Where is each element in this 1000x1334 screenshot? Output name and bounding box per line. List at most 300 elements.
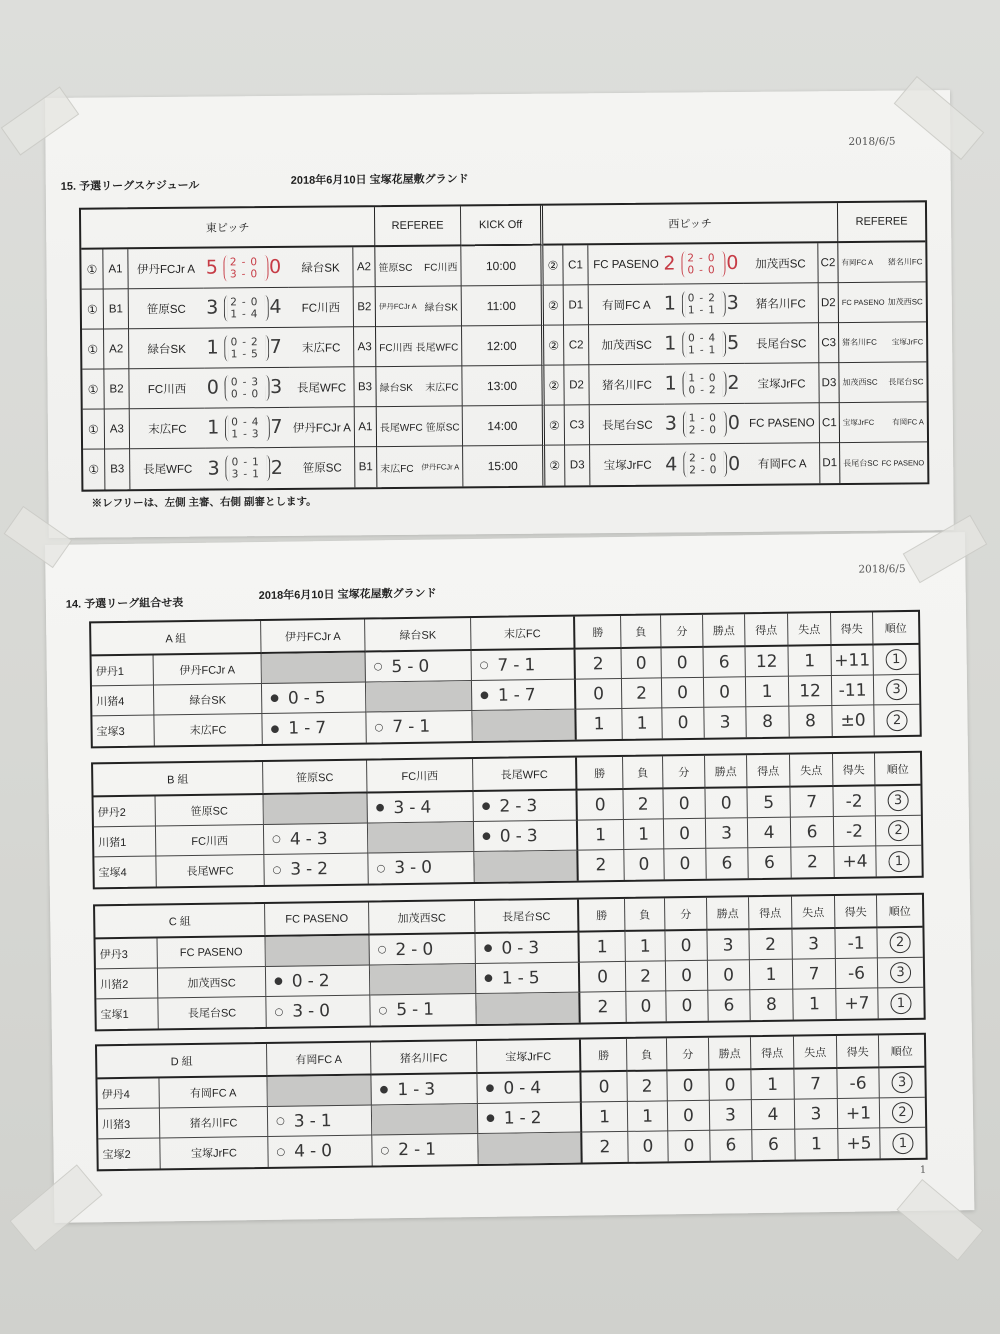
away-slot-code: B1 <box>355 447 377 487</box>
rank-cell <box>876 816 921 847</box>
group-label: C 組 <box>95 904 265 939</box>
open-paren-stroke <box>683 411 687 437</box>
result-mark: ○ <box>272 864 282 876</box>
second-half-score: 1-1 <box>687 303 721 316</box>
header-points: 勝点 <box>705 755 747 789</box>
result-mark: ○ <box>377 944 387 956</box>
result-mark: ○ <box>373 661 383 673</box>
referee-main: 猪名川FC <box>842 337 877 348</box>
self-match-cell <box>267 1075 371 1106</box>
header-points: 勝点 <box>709 1037 751 1071</box>
referee-sub: 笹原SC <box>425 422 460 434</box>
team-name: FC川西 <box>156 825 264 857</box>
header-goal-difference: 得失 <box>835 895 877 929</box>
away-team: 長尾WFC <box>289 367 354 408</box>
result-score: 5-1 <box>396 999 440 1021</box>
header-draws: 分 <box>667 1038 709 1072</box>
match-result-cell <box>371 1074 477 1105</box>
header-losses: 負 <box>627 1038 667 1072</box>
result-mark: ○ <box>376 862 386 874</box>
stat-wins: 0 <box>577 790 623 821</box>
result-score: 3-0 <box>394 857 438 879</box>
match-result-cell <box>370 994 476 1025</box>
match-result-cell <box>475 933 579 964</box>
stat-losses: 0 <box>628 1131 668 1162</box>
stat-goal-difference: ±0 <box>832 705 874 736</box>
header-goal-difference: 得失 <box>831 612 873 646</box>
kickoff-header: KICK Off <box>461 206 543 247</box>
stat-goal-difference: -11 <box>832 675 874 706</box>
header-draws: 分 <box>665 898 707 932</box>
stat-draws: 0 <box>664 849 706 880</box>
open-paren-stroke <box>226 455 230 481</box>
stat-wins: 0 <box>580 962 626 993</box>
second-half-score: 2-0 <box>688 423 722 436</box>
home-slot-code: B3 <box>105 449 130 489</box>
result-mark: ○ <box>272 833 281 845</box>
result-mark: ● <box>375 802 385 814</box>
away-team: 笹原SC <box>290 447 355 488</box>
event-date-venue: 2018年6月10日 宝塚花屋敷グランド <box>258 587 437 603</box>
away-team: 加茂西SC <box>743 243 818 284</box>
first-half-score: 1-0 <box>688 371 721 384</box>
match-result-cell <box>264 824 368 855</box>
away-team: 緑台SK <box>288 247 353 288</box>
home-team: 長尾WFC <box>143 463 193 477</box>
self-match-cell <box>262 653 366 684</box>
standings-sheet <box>45 532 974 1223</box>
rank-circle: 3 <box>888 790 909 811</box>
result-score: 1-3 <box>397 1079 441 1100</box>
away-team: FC川西 <box>289 287 354 328</box>
match-result-cell <box>266 966 370 997</box>
half-scores <box>230 296 262 320</box>
second-half-score: 0-2 <box>688 383 721 396</box>
group-label: A 組 <box>91 621 261 656</box>
result-total-away: 4 <box>269 295 287 319</box>
result-total-away: 7 <box>269 335 287 359</box>
match-result <box>205 448 290 489</box>
stat-goal-difference: -6 <box>836 958 878 989</box>
stat-points: 3 <box>706 818 748 849</box>
result-mark: ● <box>481 800 491 812</box>
stat-points: 3 <box>707 930 749 961</box>
result-score: 7-1 <box>392 716 436 738</box>
header-goals-for: 得点 <box>747 755 790 789</box>
home-team: 笹原SC <box>129 289 204 330</box>
rank-circle: 2 <box>889 932 910 953</box>
home-slot-code: C3 <box>565 405 590 445</box>
home-slot-code: D3 <box>565 445 590 485</box>
open-paren-stroke <box>682 331 686 357</box>
rank-cell <box>873 645 918 676</box>
rank-circle: 2 <box>888 820 909 841</box>
event-date-venue: 2018年6月10日 宝塚花屋敷グランド <box>290 173 469 187</box>
self-match-cell <box>265 936 369 967</box>
team-name: 加茂西SC <box>158 967 266 999</box>
away-team: FC PASENO <box>745 403 820 444</box>
match-result-cell <box>478 1103 582 1134</box>
result-score: 0-2 <box>291 970 335 992</box>
header-goals-against: 失点 <box>790 754 833 788</box>
result-total-away: 5 <box>726 331 745 355</box>
sheet-title: 15. 予選リーグスケジュール <box>60 179 200 193</box>
stat-wins: 1 <box>578 820 624 851</box>
stat-goals-for: 4 <box>748 818 791 849</box>
opponent-header: FC PASENO <box>265 903 369 937</box>
home-slot-code: B1 <box>104 289 129 329</box>
result-mark: ○ <box>374 721 384 733</box>
stat-points: 3 <box>710 1100 752 1131</box>
open-paren-stroke <box>225 375 229 401</box>
header-goal-difference: 得失 <box>833 753 875 787</box>
match-result-cell <box>472 650 576 681</box>
seed-label: 宝塚1 <box>96 998 158 1029</box>
result-total-away: 3 <box>726 291 744 315</box>
group-a-table <box>89 610 922 749</box>
stat-goal-difference: +5 <box>838 1128 880 1159</box>
second-half-score: 3-0 <box>229 267 263 280</box>
away-slot-code: A3 <box>354 327 376 367</box>
result-mark: ○ <box>276 1146 286 1158</box>
match-result-cell <box>262 713 366 744</box>
seed-label: 川猪4 <box>92 685 154 716</box>
close-paren-stroke <box>723 451 727 477</box>
seed-label: 川猪3 <box>98 1108 160 1139</box>
east-pitch-number: ① <box>82 369 104 409</box>
stat-draws: 0 <box>664 819 706 850</box>
rank-cell <box>874 675 919 706</box>
east-pitch-number: ① <box>83 449 105 489</box>
team-name: 長尾台SC <box>158 997 266 1029</box>
result-score: 1-7 <box>497 684 541 706</box>
result-total-away: 2 <box>270 456 289 479</box>
second-half-score: 0-0 <box>230 387 264 400</box>
half-scores <box>231 336 263 360</box>
referee-main: 緑台SK <box>379 382 413 395</box>
stat-losses: 1 <box>624 819 664 850</box>
referee-pair <box>376 366 462 407</box>
first-half-score: 1-0 <box>688 411 721 424</box>
first-half-score: 0-3 <box>230 375 264 388</box>
second-half-score: 1-4 <box>230 307 263 320</box>
opponent-header: 笹原SC <box>263 761 367 795</box>
rank-circle: 1 <box>886 649 907 670</box>
stat-losses: 1 <box>625 931 665 962</box>
stat-goal-difference: +11 <box>831 645 873 676</box>
self-match-cell <box>476 993 580 1024</box>
kickoff-time: 10:00 <box>461 246 543 287</box>
open-paren-stroke <box>224 295 228 321</box>
away-slot-code: B3 <box>354 367 376 407</box>
stat-goals-against: 7 <box>793 959 836 990</box>
result-total-home: 1 <box>664 332 682 355</box>
stat-losses: 0 <box>622 648 662 679</box>
stat-points: 0 <box>705 788 747 819</box>
match-result <box>664 284 744 325</box>
stat-wins: 1 <box>576 709 622 740</box>
half-scores <box>688 332 720 356</box>
away-slot-code: D3 <box>819 363 839 403</box>
stat-goals-against: 1 <box>788 646 831 677</box>
stat-wins: 2 <box>582 1132 628 1163</box>
close-paren-stroke <box>265 415 269 441</box>
stat-goals-for: 2 <box>749 930 792 961</box>
stat-goal-difference: +7 <box>836 988 878 1019</box>
west-pitch-number: ② <box>544 285 564 325</box>
home-team: 加茂西SC <box>589 325 664 366</box>
result-mark: ● <box>379 1084 389 1096</box>
result-score: 3-0 <box>292 1000 336 1022</box>
stat-points: 0 <box>708 960 750 991</box>
stat-goal-difference: -6 <box>837 1068 879 1099</box>
stat-losses: 2 <box>623 789 663 820</box>
stat-losses: 0 <box>624 849 664 880</box>
match-result-cell <box>368 792 474 823</box>
result-score: 0-3 <box>499 825 543 847</box>
stat-goals-against: 7 <box>794 1069 837 1100</box>
match-result <box>204 368 289 409</box>
away-team: 猪名川FC <box>744 283 819 324</box>
close-paren-stroke <box>265 335 269 361</box>
stat-wins: 0 <box>576 679 622 710</box>
self-match-cell <box>478 1133 582 1164</box>
open-paren-stroke <box>224 335 228 361</box>
east-pitch-number: ① <box>83 409 105 449</box>
header-rank: 順位 <box>879 1035 924 1069</box>
away-slot-code: B2 <box>354 287 376 327</box>
rank-circle: 3 <box>891 1072 912 1093</box>
first-half-score: 2-0 <box>689 452 722 465</box>
result-total-home: 5 <box>205 256 224 279</box>
stat-goals-against: 8 <box>789 706 832 737</box>
second-half-score: 1-5 <box>230 347 263 360</box>
away-team: 有岡FC A <box>745 443 820 484</box>
stat-goals-for: 8 <box>746 707 789 738</box>
stat-wins: 1 <box>582 1102 628 1133</box>
east-pitch-number: ① <box>81 249 103 289</box>
west-pitch-number: ② <box>545 405 565 445</box>
result-total-away: 0 <box>727 411 745 435</box>
self-match-cell <box>472 710 576 741</box>
referee-main: 笹原SC <box>378 262 413 275</box>
stat-losses: 1 <box>622 708 662 739</box>
result-mark: ● <box>270 692 279 704</box>
match-result <box>204 288 289 329</box>
referee-sub: FC川西 <box>424 262 458 274</box>
result-score: 0-4 <box>503 1077 547 1099</box>
referee-sub: 猪名川FC <box>887 257 923 267</box>
stat-draws: 0 <box>666 961 708 992</box>
stat-points: 6 <box>703 647 745 678</box>
referee-pair <box>377 406 463 447</box>
away-slot-code: C2 <box>818 243 838 283</box>
result-total-away: 0 <box>728 452 746 475</box>
result-mark: ● <box>480 689 489 701</box>
result-mark: ○ <box>274 1006 284 1018</box>
stat-wins: 1 <box>579 932 625 963</box>
east-pitch-number: ① <box>82 329 104 369</box>
header-wins: 勝 <box>575 616 621 650</box>
half-scores <box>689 412 721 436</box>
home-slot-code: B2 <box>104 369 129 409</box>
result-mark: ● <box>484 972 493 984</box>
stat-goals-for: 12 <box>745 647 788 678</box>
stat-goals-against: 3 <box>792 929 835 960</box>
stat-goals-for: 6 <box>748 848 791 879</box>
second-half-score: 0-0 <box>687 263 720 276</box>
team-name: 宝塚JrFC <box>160 1137 268 1169</box>
stat-draws: 0 <box>667 1071 709 1102</box>
stat-points: 0 <box>704 677 746 708</box>
seed-label: 宝塚2 <box>98 1138 160 1169</box>
home-slot-code: D2 <box>564 365 589 405</box>
referee-main: 宝塚JrFC <box>842 417 875 428</box>
match-result-cell <box>474 821 578 852</box>
rank-circle: 3 <box>886 679 907 700</box>
referee-main: 加茂西SC <box>842 377 878 388</box>
stat-goal-difference: -2 <box>834 816 876 847</box>
seed-label: 宝塚4 <box>94 856 156 887</box>
home-slot-code: A1 <box>103 249 128 289</box>
close-paren-stroke <box>264 255 268 281</box>
result-total-away: 0 <box>726 251 744 275</box>
home-team: 宝塚JrFC <box>603 459 652 473</box>
self-match-cell <box>370 964 476 995</box>
stat-goals-for: 8 <box>750 990 793 1021</box>
half-scores <box>689 452 721 476</box>
west-pitch-number: ② <box>543 245 563 285</box>
match-result-cell <box>366 651 472 682</box>
stat-losses: 2 <box>626 961 666 992</box>
referee-main: FC川西 <box>379 342 413 355</box>
match-result-cell <box>368 852 474 883</box>
team-name: 伊丹FCJr A <box>154 654 262 686</box>
stat-draws: 0 <box>666 991 708 1022</box>
home-team: 猪名川FC <box>589 365 664 406</box>
schedule-sheet <box>45 90 954 538</box>
stat-goals-against: 6 <box>791 817 834 848</box>
referee-sub: 加茂西SC <box>887 297 923 307</box>
away-team: 末広FC <box>289 327 354 368</box>
away-slot-code: C3 <box>819 323 839 363</box>
result-mark: ● <box>485 1112 495 1124</box>
rank-circle: 1 <box>888 850 909 871</box>
first-half-score: 0-2 <box>687 291 720 304</box>
result-score: 2-0 <box>395 939 439 960</box>
result-total-home: 3 <box>207 456 225 480</box>
result-total-away: 3 <box>270 375 288 399</box>
group-b-table <box>91 751 924 890</box>
referee-sub: 伊丹FCJr A <box>421 461 460 472</box>
referee-sub: 長尾WFC <box>415 342 459 354</box>
east-pitch-number: ① <box>82 289 104 329</box>
seed-label: 川猪1 <box>94 826 156 857</box>
home-team: FC川西 <box>129 369 204 410</box>
result-total-home: 1 <box>663 292 682 315</box>
result-mark: ○ <box>378 1004 388 1016</box>
match-result-cell <box>477 1073 581 1104</box>
rank-cell <box>874 705 919 736</box>
away-slot-code: A2 <box>353 247 375 287</box>
page-number: 1 <box>919 1164 927 1176</box>
referee-sub: 宝塚JrFC <box>891 337 924 347</box>
match-result-cell <box>476 963 580 994</box>
referee-note: ※レフリーは、左側 主審、右側 副審とします。 <box>91 495 317 510</box>
stat-draws: 0 <box>662 708 704 739</box>
header-points: 勝点 <box>707 897 749 931</box>
close-paren-stroke <box>266 455 270 481</box>
result-mark: ● <box>270 723 280 735</box>
group-label: B 組 <box>93 762 263 797</box>
kickoff-time: 14:00 <box>463 406 545 447</box>
result-total-away: 2 <box>727 371 745 395</box>
result-score: 4-0 <box>294 1140 338 1162</box>
rank-cell <box>878 988 923 1019</box>
header-losses: 負 <box>621 615 661 649</box>
stat-wins: 0 <box>581 1072 627 1103</box>
result-mark: ● <box>485 1082 495 1094</box>
referee-pair <box>839 282 926 323</box>
referee-main: 伊丹FCJr A <box>378 301 417 312</box>
result-mark: ○ <box>479 659 489 671</box>
west-pitch-number: ② <box>545 445 565 485</box>
stat-draws: 0 <box>668 1131 710 1162</box>
west-pitch-number: ② <box>544 365 564 405</box>
rank-circle: 1 <box>890 992 911 1013</box>
stat-draws: 0 <box>662 678 704 709</box>
result-score: 3-4 <box>393 797 437 818</box>
match-result-cell <box>472 680 576 711</box>
first-half-score: 0-1 <box>231 456 264 469</box>
seed-label: 伊丹4 <box>97 1078 159 1109</box>
second-half-score: 1-1 <box>688 343 721 356</box>
away-slot-code: A1 <box>355 407 377 447</box>
header-goals-against: 失点 <box>794 1036 837 1070</box>
first-half-score: 2-0 <box>229 255 263 268</box>
self-match-cell <box>366 681 472 712</box>
close-paren-stroke <box>265 375 269 401</box>
opponent-header: 伊丹FCJr A <box>261 620 365 654</box>
stat-points: 0 <box>709 1070 751 1101</box>
stat-draws: 0 <box>663 789 705 820</box>
stat-losses: 2 <box>622 678 662 709</box>
result-mark: ● <box>274 975 283 987</box>
seed-label: 宝塚3 <box>92 715 154 746</box>
stat-goals-against: 3 <box>795 1099 838 1130</box>
stat-goals-for: 4 <box>752 1100 795 1131</box>
half-scores <box>687 252 719 276</box>
half-scores <box>231 376 263 400</box>
east-referee-header: REFEREE <box>375 206 461 247</box>
kickoff-time: 12:00 <box>462 326 544 367</box>
stat-goals-against: 1 <box>795 1129 838 1160</box>
away-team: 宝塚JrFC <box>744 363 819 404</box>
header-wins: 勝 <box>577 757 623 791</box>
result-score: 3-2 <box>290 859 334 880</box>
stat-goal-difference: -2 <box>833 786 875 817</box>
stat-points: 6 <box>706 848 748 879</box>
rank-circle: 2 <box>892 1102 913 1123</box>
close-paren-stroke <box>264 295 268 321</box>
home-team: 長尾台SC <box>590 405 665 446</box>
rank-cell <box>878 958 923 989</box>
referee-main: FC PASENO <box>841 297 885 308</box>
opponent-header: 緑台SK <box>365 618 471 652</box>
header-goals-against: 失点 <box>792 896 835 930</box>
header-rank: 順位 <box>877 895 922 929</box>
referee-sub: FC PASENO <box>881 457 925 468</box>
